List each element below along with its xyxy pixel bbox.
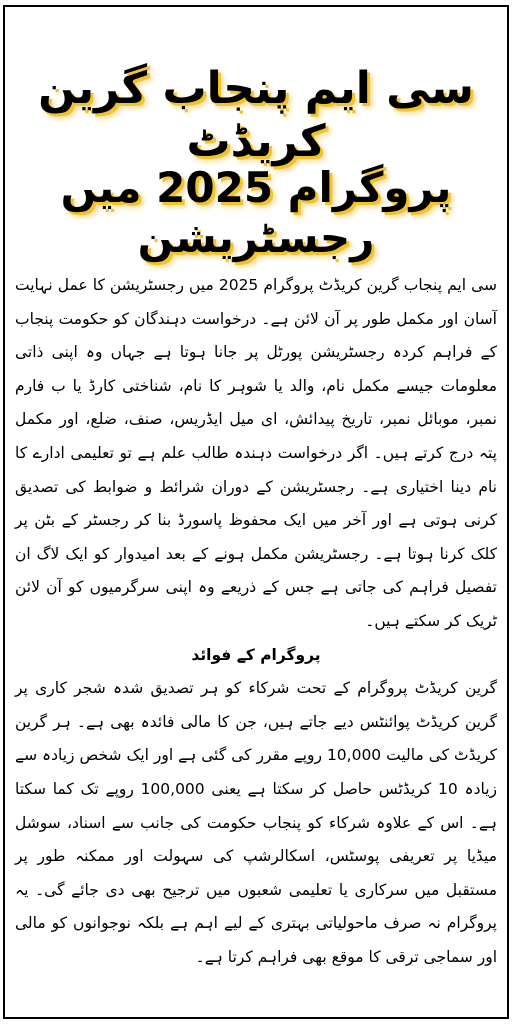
- section-heading-benefits: پروگرام کے فوائد: [191, 645, 321, 664]
- paragraph-benefits: گرین کریڈٹ پروگرام کے تحت شرکاء کو ہر تصدیق شدہ شجر کاری پر گرین کریڈٹ پوائنٹس دیے جاتے ہیں، جن کا مالی فائدہ بھی ہے۔ ہر گرین کریڈٹ کی مالیت 10,000 روپے مقرر کی گئی ہے اور ایک شخص زیادہ سے زیادہ 10 کریڈٹس حاصل کر سکتا ہے یعنی 100,000 روپے تک کما سکتا ہے۔ اس کے علاوہ شرکاء کو پنجاب حکومت کی جانب سے اسناد، سوشل میڈیا پر تعریفی پوسٹس، اسکالرشپ کی سہولت اور ممکنہ طور پر مستقبل میں سرکاری یا تعلیمی شعبوں میں ترجیح بھی دی جائے گی۔ یہ پروگرام نہ صرف ماحولیاتی بہتری کے لیے اہم ہے بلکہ نوجوانوں کو مالی اور سماجی ترقی کا موقع بھی فراہم کرتا ہے۔: [15, 679, 497, 966]
- article-card: [3, 5, 509, 1019]
- title-line-2: پروگرام 2025 میں رجسٹریشن: [60, 163, 452, 263]
- article-body: [15, 269, 497, 974]
- paragraph-registration: سی ایم پنجاب گرین کریڈٹ پروگرام 2025 میں رجسٹریشن کا عمل نہایت آسان اور مکمل طور پر آن لائن ہے۔ درخواست دہندگان کو حکومت پنجاب کے فراہم کردہ رجسٹریشن پورٹل پر جانا ہوتا ہے جہاں وہ اپنی ذاتی معلومات جیسے مکمل نام، والد یا شوہر کا نام، شناختی کارڈ یا ب فارم نمبر، موبائل نمبر، تاریخ پیدائش، ای میل ایڈریس، صنف، ضلع، اور مکمل پتہ درج کرتے ہیں۔ اگر درخواست دہندہ طالب علم ہے تو تعلیمی ادارے کا نام دینا اختیاری ہے۔ رجسٹریشن کے دوران شرائط و ضوابط کی تصدیق کرنی ہوتی ہے اور آخر میں ایک محفوظ پاسورڈ بنا کر رجسٹر کے بٹن پر کلک کرنا ہوتا ہے۔ رجسٹریشن مکمل ہونے کے بعد امیدوار کو ایک لاگ ان تفصیل فراہم کی جاتی ہے جس کے ذریعے وہ اپنی سرگرمیوں کو آن لائن ٹریک کر سکتے ہیں۔: [15, 276, 497, 630]
- title-line-1: سی ایم پنجاب گرین کریڈٹ: [38, 63, 474, 167]
